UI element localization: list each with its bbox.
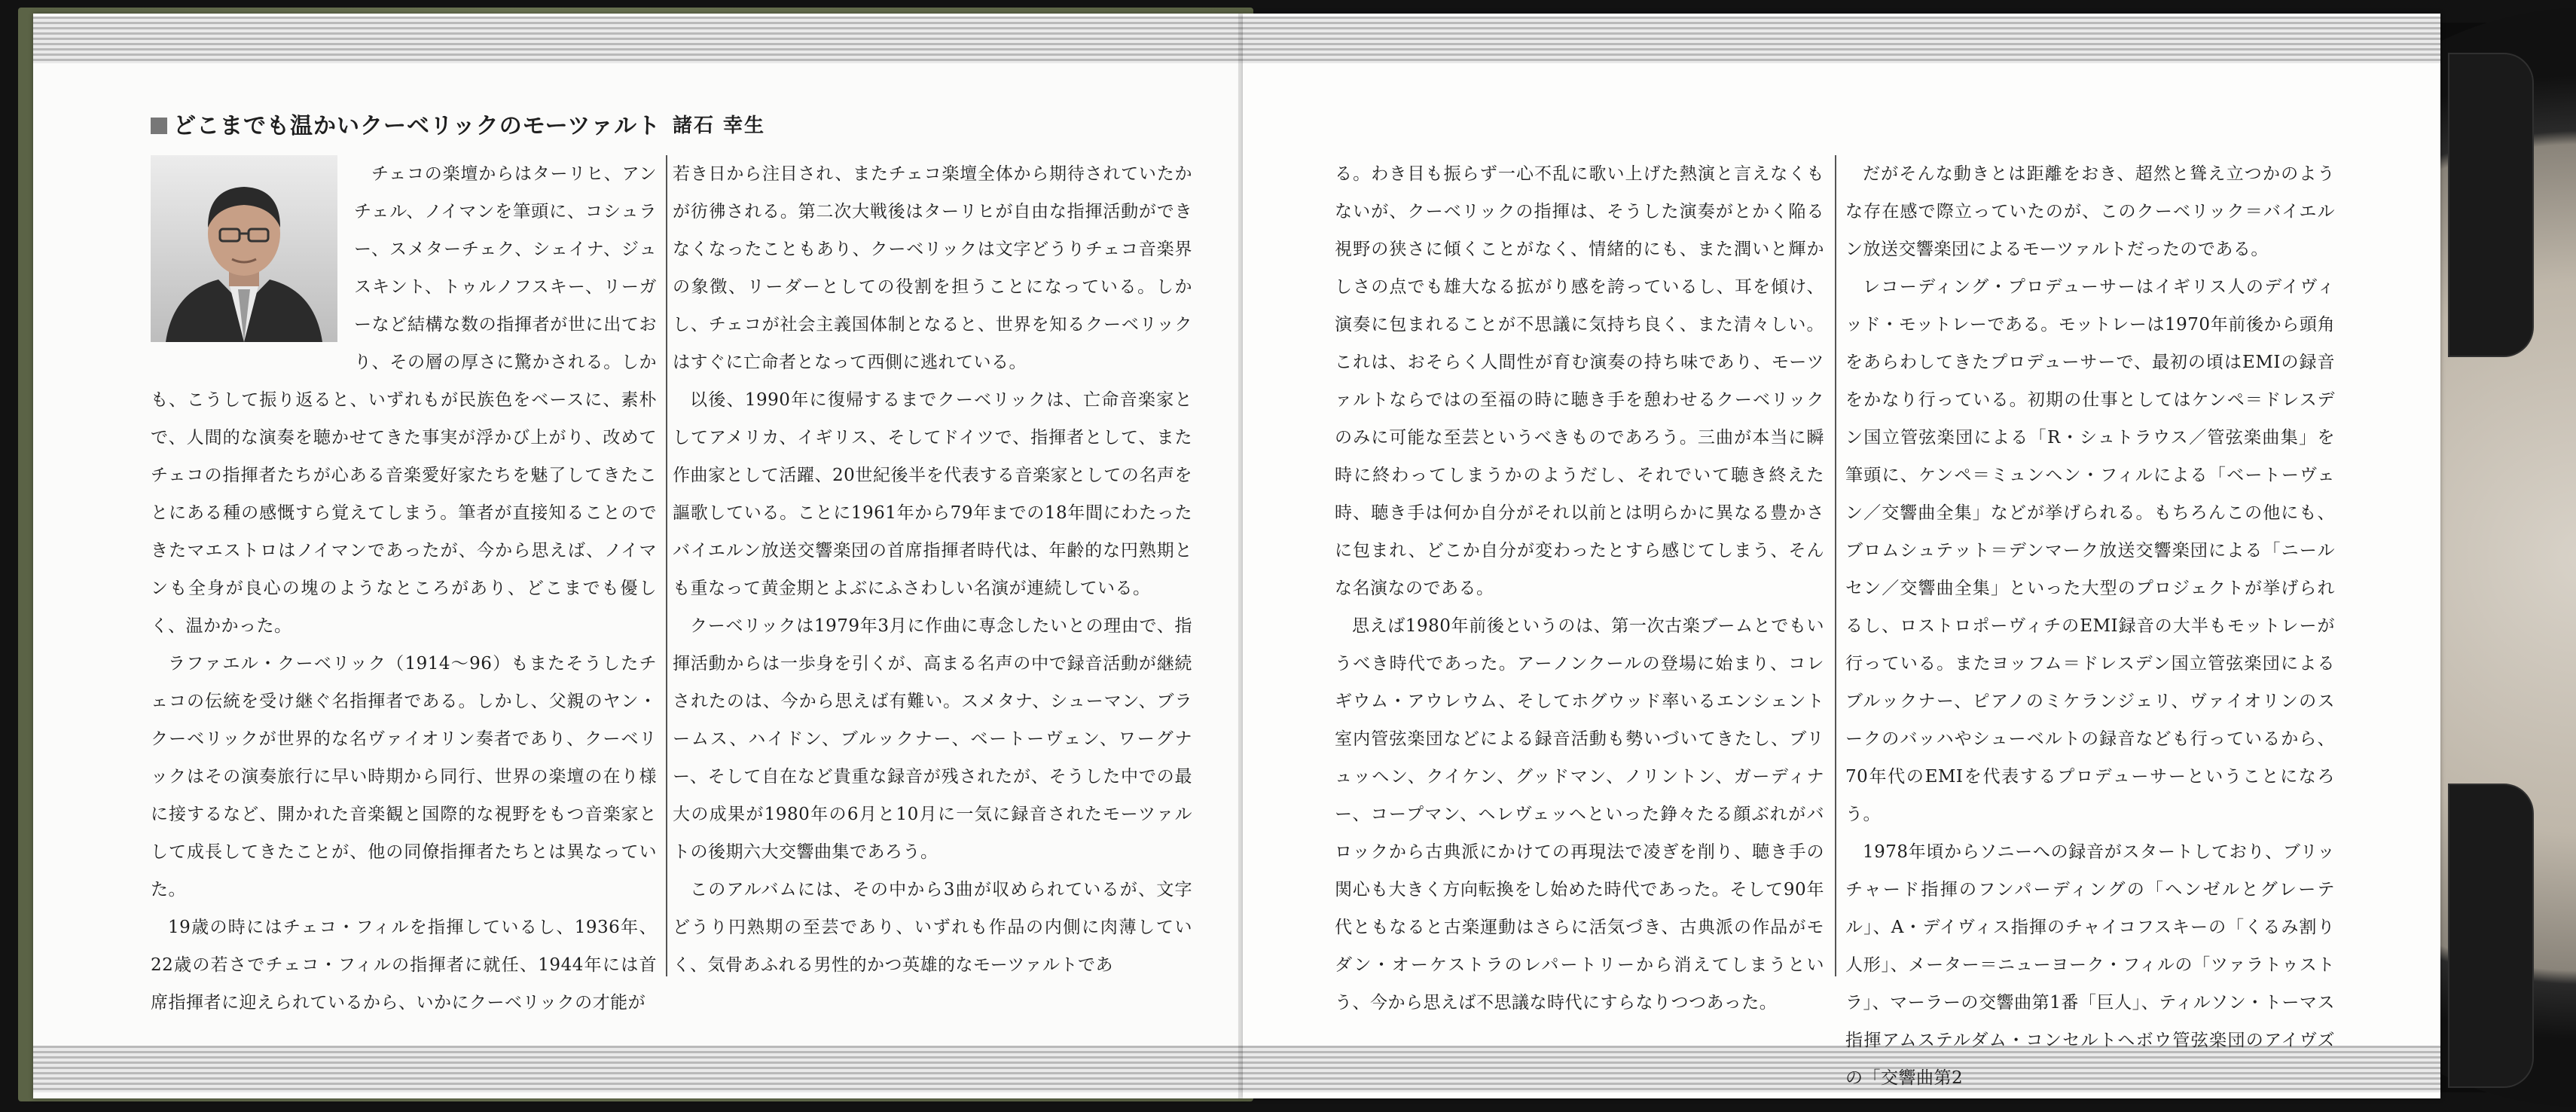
article-headline (151, 107, 661, 140)
paragraph: る。わき目も振らず一心不乱に歌い上げた熱演と言えなくもないが、クーベリックの指揮は、そうした演奏がとかく陥る視野の狭さに傾くことがなく、情緒的にも、また潤いと輝かしさの点でも雄大なる拡がり感を誇っているし、耳を傾け、演奏に包まれることが不思議に気持ち良く、また清々しい。これは、おそらく人間性が育む演奏の持ち味であり、モーツァルトならではの至福の時に聴き手を憩わせるクーベリックのみに可能な至芸というべきものであろう。三曲が本当に瞬時に終わってしまうかのようだし、それでいて聴き終えた時、聴き手は何か自分がそれ以前とは明らかに異なる豊かさに包まれ、どこか自分が変わったとすら感じてしまう、そんな名演なのである。 (1335, 164, 1825, 598)
paragraph: ラファエル・クーベリック（1914〜96）もまたそうしたチェコの伝統を受け継ぐ名指揮者である。しかし、父親のヤン・クーベリックが世界的な名ヴァイオリン奏者であり、クーベリックはその演奏旅行に早い時期から同行、世界の楽壇の在り様に接するなど、開かれた音楽観と国際的な視野をもつ音楽家として成長してきたことが、他の同僚指揮者たちとは異なっていた。 (151, 654, 657, 900)
column-divider (666, 155, 667, 976)
top-stripe-band (33, 17, 1243, 63)
right-page (1243, 14, 2440, 1098)
column-2 (673, 155, 1192, 984)
paragraph: 若き日から注目され、またチェコ楽壇全体から期待されていたかが彷彿される。第二次大戦後はターリヒが自由な指揮活動ができなくなったこともあり、クーベリックは文字どうりチェコ音楽界の象徴、リーダーとしての役割を担うことになっている。しかし、チェコが社会主義国体制となると、世界を知るクーベリックはすぐに亡命者となって西側に逃れている。 (673, 164, 1192, 372)
tray-tab-bottom (2448, 784, 2534, 1088)
column-divider (1835, 155, 1836, 976)
paragraph: 19歳の時にはチェコ・フィルを指揮しているし、1936年、22歳の若さでチェコ・フィルの指揮者に就任、1944年には首席指揮者に迎えられているから、いかにクーベリックの才能が (151, 918, 657, 1013)
square-bullet-icon (151, 118, 167, 134)
column-4 (1845, 155, 2335, 1097)
paragraph: レコーディング・プロデューサーはイギリス人のデイヴィッド・モットレーである。モットレーは1970年前後から頭角をあらわしてきたプロデューサーで、最初の頃はEMIの録音をかなり行っている。初期の仕事としてはケンペ＝ドレスデン国立管弦楽団による「R・シュトラウス／管弦楽曲集」を筆頭に、ケンペ＝ミュンヘン・フィルによる「ベートーヴェン／交響曲全集」などが挙げられる。もちろんこの他にも、ブロムシュテット＝デンマーク放送交響楽団による「ニールセン／交響曲全集」といった大型のプロジェクトが挙げられるし、ロストロポーヴィチのEMI録音の大半もモットレーが行っている。またヨッフム＝ドレスデン国立管弦楽団によるブルックナー、ピアノのミケランジェリ、ヴァイオリンのスークのバッハやシューベルトの録音なども行っているから、70年代のEMIを代表するプロデューサーということになろう。 (1845, 277, 2335, 824)
left-page (33, 14, 1243, 1098)
paragraph: 1978年頃からソニーへの録音がスタートしており、ブリッチャード指揮のフンパーディングの「ヘンゼルとグレーテル」、A・デイヴィス指揮のチャイコフスキーの「くるみ割り人形」、メーター＝ニューヨーク・フィルの「ツァラトゥストラ」、マーラーの交響曲第1番「巨人」、ティルソン・トーマス指揮アムステルダム・コンセルトヘボウ管弦楽団のアイヴズの「交響曲第2 (1845, 842, 2335, 1088)
column-3 (1335, 155, 1824, 1022)
paragraph: 以後、1990年に復帰するまでクーベリックは、亡命音楽家としてアメリカ、イギリス、そしてドイツで、指揮者として、また作曲家として活躍、20世紀後半を代表する音楽家としての名声を謳歌している。ことに1961年から79年までの18年間にわたったバイエルン放送交響楽団の首席指揮者時代は、年齢的な円熟期とも重なって黄金期とよぶにふさわしい名演が連続している。 (673, 390, 1192, 598)
portrait-image (151, 155, 337, 342)
paragraph: だがそんな動きとは距離をおき、超然と聳え立つかのような存在感で際立っていたのが、このクーベリック＝バイエルン放送交響楽団によるモーツァルトだったのである。 (1845, 164, 2335, 259)
bottom-stripe-band (33, 1046, 1243, 1092)
author-photo (151, 155, 354, 359)
headline-text: どこまでも温かいクーベリックのモーツァルト (173, 113, 661, 139)
paragraph: 思えば1980年前後というのは、第一次古楽ブームとでもいうべき時代であった。アーノンクールの登場に始まり、コレギウム・アウレウム、そしてホグウッド率いるエンシェント室内管弦楽団などによる録音活動も勢いづいてきたし、ブリュッヘン、クイケン、グッドマン、ノリントン、ガーディナー、コープマン、ヘレヴェッヘといった錚々たる顔ぶれがバロックから古典派にかけての再現法で凌ぎを削り、聴き手の関心も大きく方向転換をし始めた時代であった。そして90年代ともなると古楽運動はさらに活気づき、古典派の作品がモダン・オーケストラのレパートリーから消えてしまうという、今から思えば不思議な時代にすらなりつつあった。 (1335, 616, 1824, 1013)
paragraph: クーベリックは1979年3月に作曲に専念したいとの理由で、指揮活動からは一歩身を引くが、高まる名声の中で録音活動が継続されたのは、今から思えば有難い。スメタナ、シューマン、ブラームス、ハイドン、ブルックナー、ベートーヴェン、ワーグナー、そして自在など貴重な録音が残されたが、そうした中での最大の成果が1980年の6月と10月に一気に録音されたモーツァルトの後期六大交響曲集であろう。 (673, 616, 1192, 862)
column-1 (151, 155, 657, 1022)
tray-tab-top (2448, 53, 2534, 357)
author-name: 諸石 幸生 (673, 115, 766, 137)
paragraph: このアルバムには、その中から3曲が収められているが、文字どうり円熟期の至芸であり、いずれも作品の内側に肉薄していく、気骨あふれる男性的かつ英雄的なモーツァルトであ (673, 880, 1192, 975)
paragraph: チェコの楽壇からはターリヒ、アンチェル、ノイマンを筆頭に、コシュラー、スメターチェク、シェイナ、ジュスキント、トゥルノフスキー、リーガーなど結構な数の指揮者が世に出ており、その層の厚さに驚かされる。しかも、こうして振り返ると、いずれもが民族色をベースに、素朴で、人間的な演奏を聴かせてきた事実が浮かび上がり、改めてチェコの指揮者たちが心ある音楽愛好家たちを魅了してきたことにある種の感慨すら覚えてしまう。筆者が直接知ることのできたマエストロはノイマンであったが、今から思えば、ノイマンも全身が良心の塊のようなところがあり、どこまでも優しく、温かかった。 (151, 164, 657, 636)
top-stripe-band (1243, 17, 2440, 63)
